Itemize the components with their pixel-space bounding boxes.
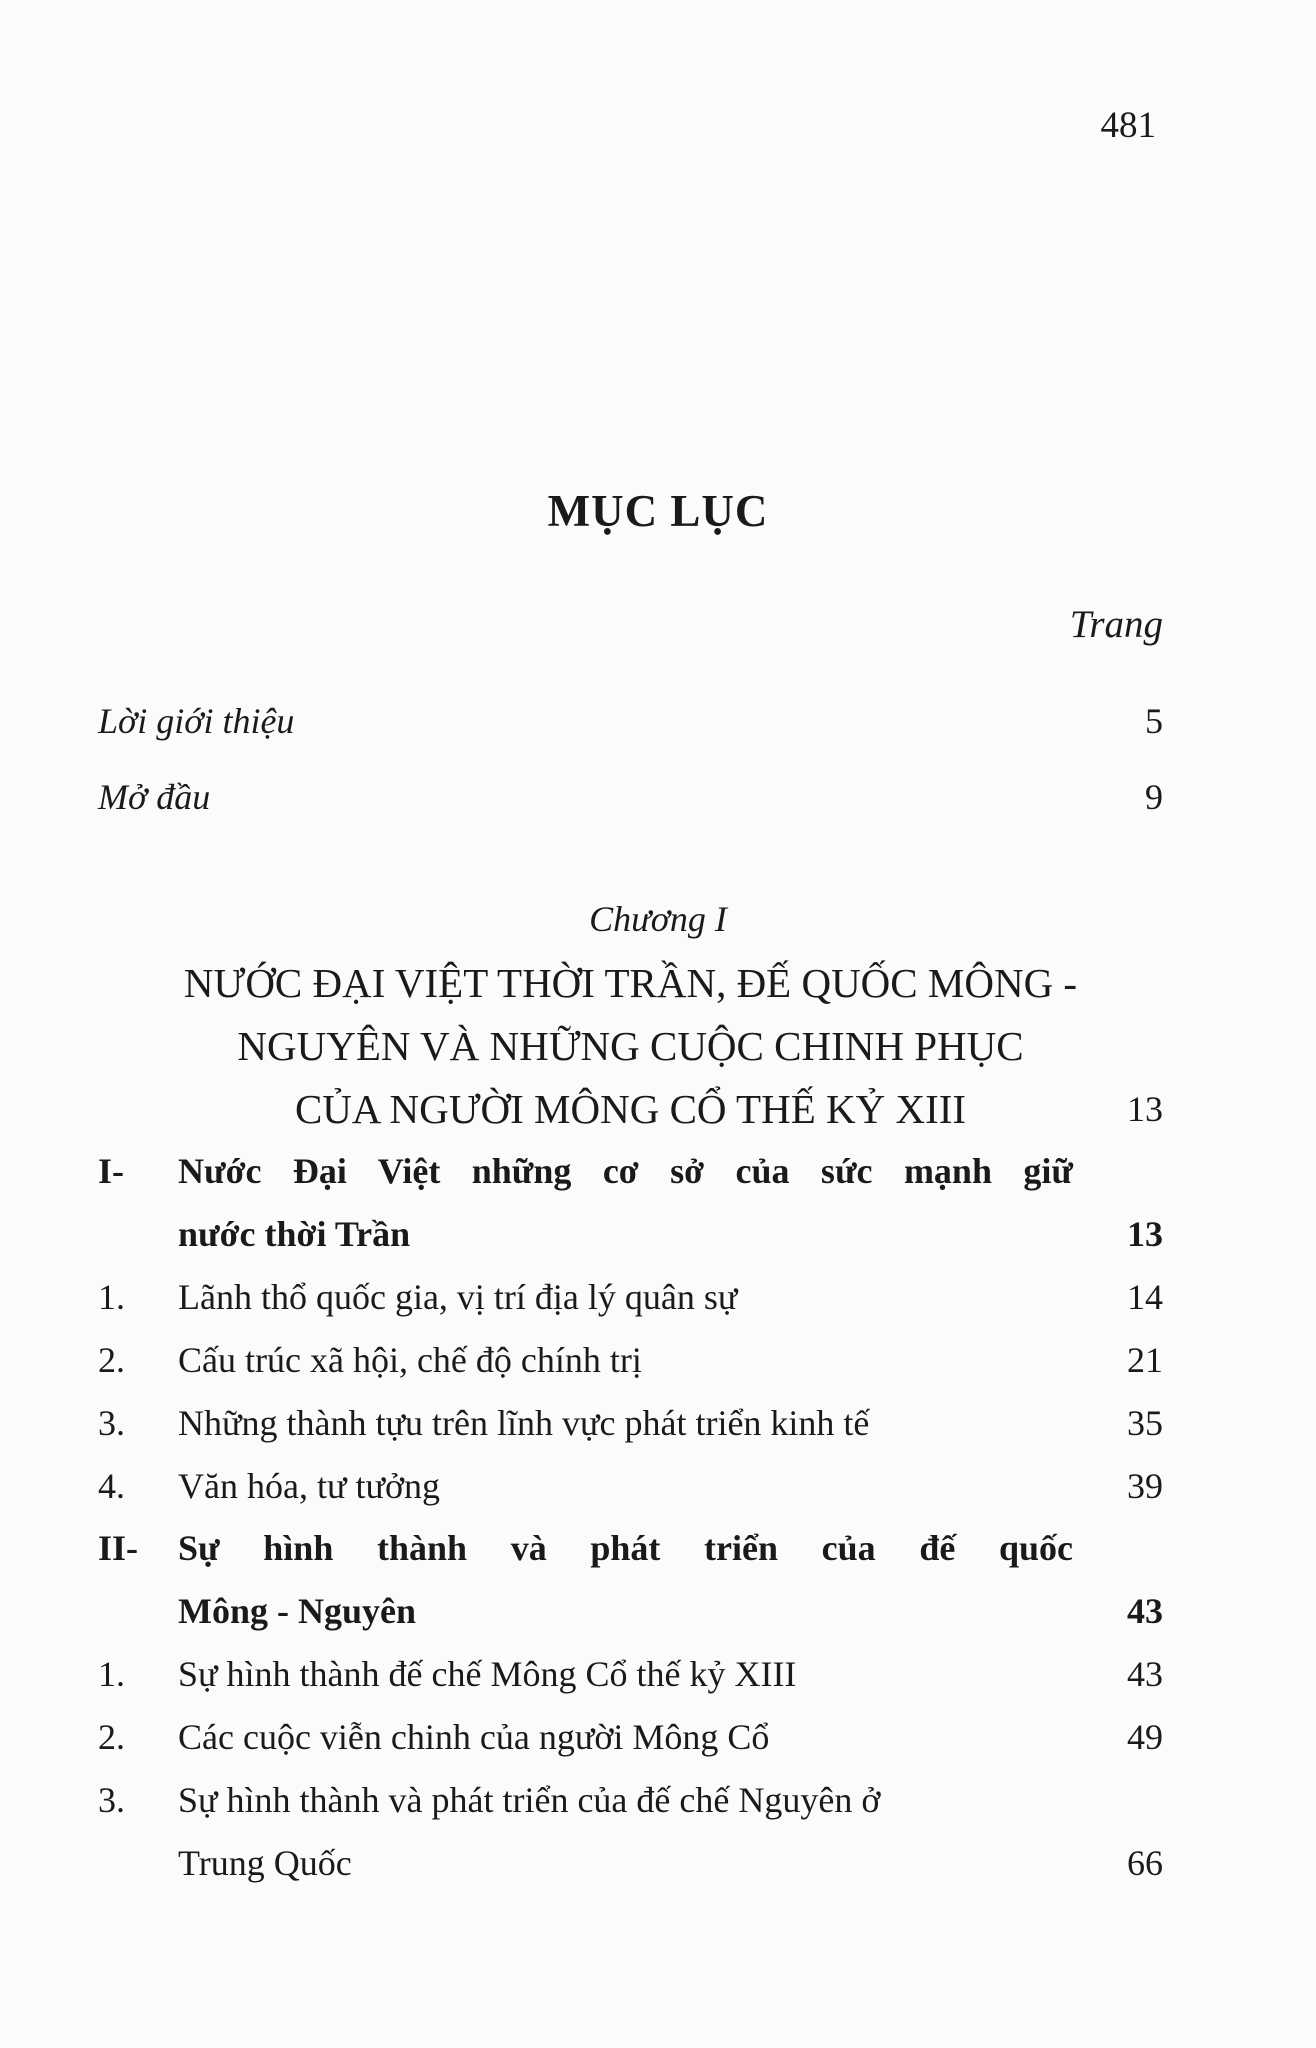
toc-item-page: 14 [1127,1277,1163,1317]
toc-item-text: Nước Đại Việt những cơ sở của sức mạnh giữ [178,1151,1073,1191]
toc-item-number: 2. [98,1717,125,1757]
page-title: MỤC LỤC [547,486,769,536]
toc-entry-label: Mở đầu [98,777,211,817]
toc-entry-intro [98,700,1163,742]
toc-section [98,1140,1163,1266]
toc-entry-page: 9 [1145,777,1163,817]
toc-item [98,1455,1163,1518]
toc-item-number: 4. [98,1466,125,1506]
toc-item-text: Những thành tựu trên lĩnh vực phát triển kinh tế [178,1403,870,1443]
chapter-title-line: NƯỚC ĐẠI VIỆT THỜI TRẦN, ĐẾ QUỐC MÔNG - [183,960,1078,1006]
toc-item-number: 1. [98,1654,125,1694]
toc-item-text: nước thời Trần [178,1214,411,1254]
toc-item-text: Trung Quốc [178,1843,352,1883]
toc-item-page: 49 [1127,1717,1163,1757]
toc-entry-label: Lời giới thiệu [98,701,295,741]
toc-item-page: 43 [1127,1654,1163,1694]
toc-item-text: Các cuộc viễn chinh của người Mông Cổ [178,1717,770,1757]
toc-item [98,1266,1163,1329]
toc-item-text: Văn hóa, tư tưởng [178,1466,441,1506]
toc-item-number: I- [98,1151,124,1191]
toc-item-number: 3. [98,1403,125,1443]
chapter-title-line: CỦA NGƯỜI MÔNG CỔ THẾ KỶ XIII [294,1086,967,1132]
toc-entry-page: 5 [1145,701,1163,741]
toc-item [98,1643,1163,1706]
toc-item [98,1769,1163,1895]
toc-item-text: Lãnh thổ quốc gia, vị trí địa lý quân sự [178,1277,738,1317]
toc-item-page: 39 [1127,1466,1163,1506]
toc-item-number: 1. [98,1277,125,1317]
toc-entry-opening [98,776,1163,818]
page-column-heading: Trang [1069,603,1163,646]
toc-item-text: Cấu trúc xã hội, chế độ chính trị [178,1340,642,1380]
toc-item-number: II- [98,1528,139,1568]
toc-item-page: 21 [1127,1340,1163,1380]
toc-item-page: 66 [1127,1843,1163,1883]
toc-item [98,1706,1163,1769]
toc-item [98,1329,1163,1392]
toc-item-text: Sự hình thành và phát triển của đế quốc [178,1528,1073,1568]
toc-item-number: 3. [98,1780,125,1820]
toc-section [98,1517,1163,1643]
toc-item-page: 35 [1127,1403,1163,1443]
toc-item-text: Sự hình thành và phát triển của đế chế Nguyên ở [178,1780,881,1820]
toc-item-number: 2. [98,1340,125,1380]
toc-item-text: Sự hình thành đế chế Mông Cổ thế kỷ XIII [178,1654,797,1694]
chapter-title [98,952,1163,1141]
toc-item-page: 13 [1127,1214,1163,1254]
toc-item-text: Mông - Nguyên [178,1591,417,1631]
toc-item [98,1392,1163,1455]
chapter-title-line: NGUYÊN VÀ NHỮNG CUỘC CHINH PHỤC [237,1023,1024,1069]
chapter-page: 13 [1127,1089,1163,1129]
toc-item-page: 43 [1127,1591,1163,1631]
chapter-label: Chương I [589,899,727,939]
page-number: 481 [1100,105,1156,146]
